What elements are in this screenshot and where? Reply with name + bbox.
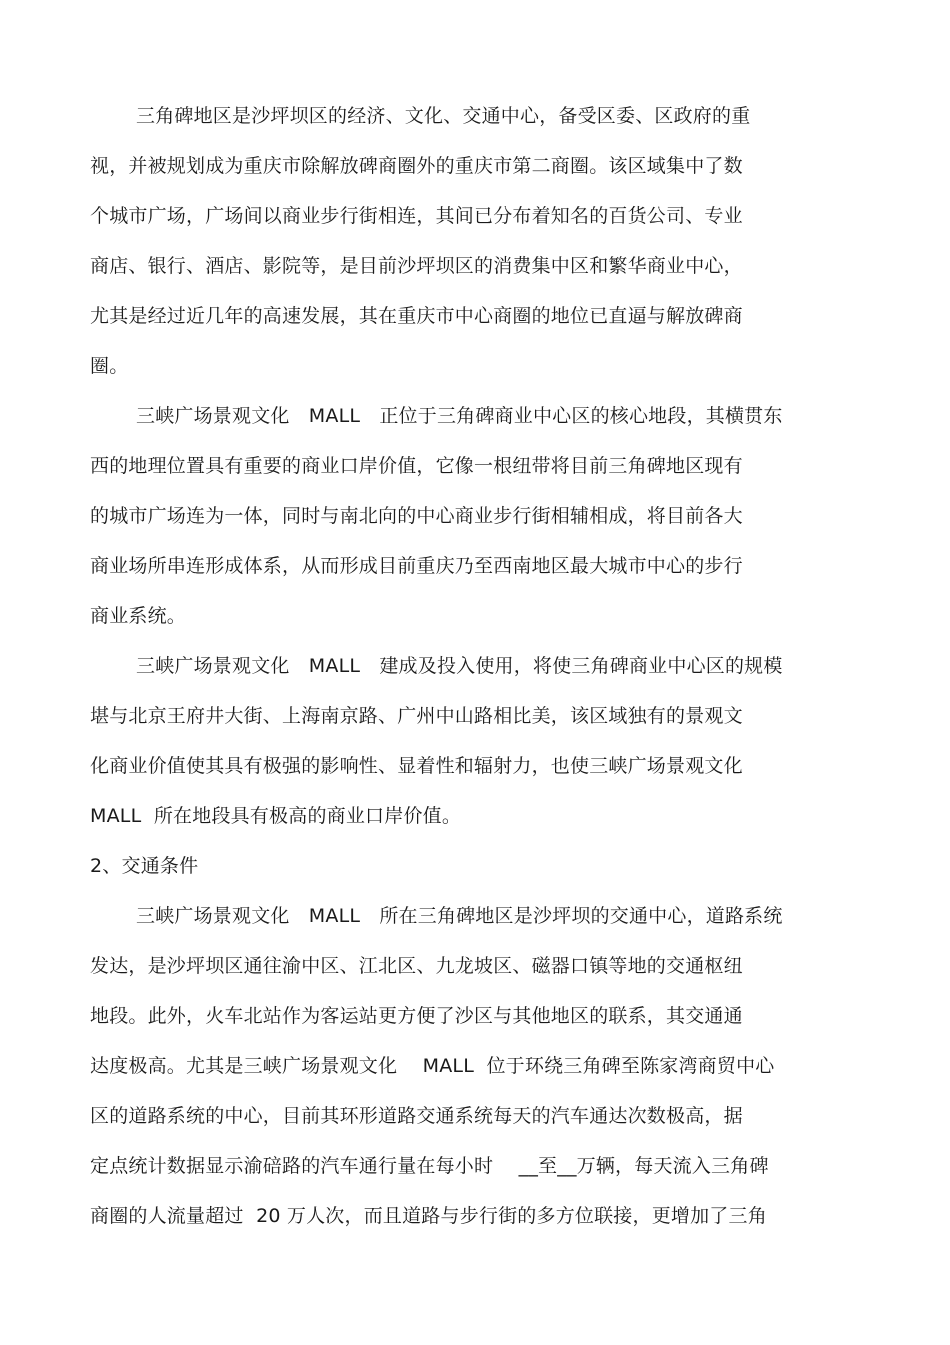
text-line: 商业场所串连形成体系，从而形成目前重庆乃至西南地区最大城市中心的步行 (90, 555, 743, 577)
text-line: MALL 所在地段具有极高的商业口岸价值。 (90, 805, 462, 827)
text-line: 圈。 (90, 355, 129, 377)
text-line: 堪与北京王府井大街、上海南京路、广州中山路相比美，该区域独有的景观文 (90, 705, 743, 727)
text-line: 三峡广场景观文化 MALL 正位于三角碑商业中心区的核心地段，其横贯东 (136, 405, 783, 427)
text-line: 西的地理位置具有重要的商业口岸价值，它像一根纽带将目前三角碑地区现有 (90, 455, 743, 477)
text-line: 商店、银行、酒店、影院等，是目前沙坪坝区的消费集中区和繁华商业中心， (90, 255, 743, 277)
section-heading: 2、交通条件 (90, 855, 199, 877)
text-line: 商业系统。 (90, 605, 187, 627)
text-line: 个城市广场，广场间以商业步行街相连，其间已分布着知名的百货公司、专业 (90, 205, 743, 227)
text-line: 化商业价值使其具有极强的影响性、显着性和辐射力，也使三峡广场景观文化 (90, 755, 743, 777)
text-line: 三峡广场景观文化 MALL 建成及投入使用，将使三角碑商业中心区的规模 (136, 655, 783, 677)
text-line: 视，并被规划成为重庆市除解放碑商圈外的重庆市第二商圈。该区域集中了数 (90, 155, 743, 177)
text-line: 商圈的人流量超过 20 万人次，而且道路与步行街的多方位联接，更增加了三角 (90, 1205, 767, 1227)
text-line: 的城市广场连为一体，同时与南北向的中心商业步行街相辅相成，将目前各大 (90, 505, 743, 527)
text-line: 三角碑地区是沙坪坝区的经济、文化、交通中心，备受区委、区政府的重 (136, 105, 751, 127)
text-line: 达度极高。尤其是三峡广场景观文化 MALL 位于环绕三角碑至陈家湾商贸中心 (90, 1055, 775, 1077)
text-line: 三峡广场景观文化 MALL 所在三角碑地区是沙坪坝的交通中心，道路系统 (136, 905, 783, 927)
text-line: 区的道路系统的中心，目前其环形道路交通系统每天的汽车通达次数极高，据 (90, 1105, 743, 1127)
text-line: 地段。此外，火车北站作为客运站更方便了沙区与其他地区的联系，其交通通 (90, 1005, 743, 1027)
text-line: 尤其是经过近几年的高速发展，其在重庆市中心商圈的地位已直逼与解放碑商 (90, 305, 743, 327)
text-line: 定点统计数据显示渝碚路的汽车通行量在每小时 __至__万辆，每天流入三角碑 (90, 1155, 769, 1177)
text-line: 发达，是沙坪坝区通往渝中区、江北区、九龙坡区、磁器口镇等地的交通枢纽 (90, 955, 743, 977)
